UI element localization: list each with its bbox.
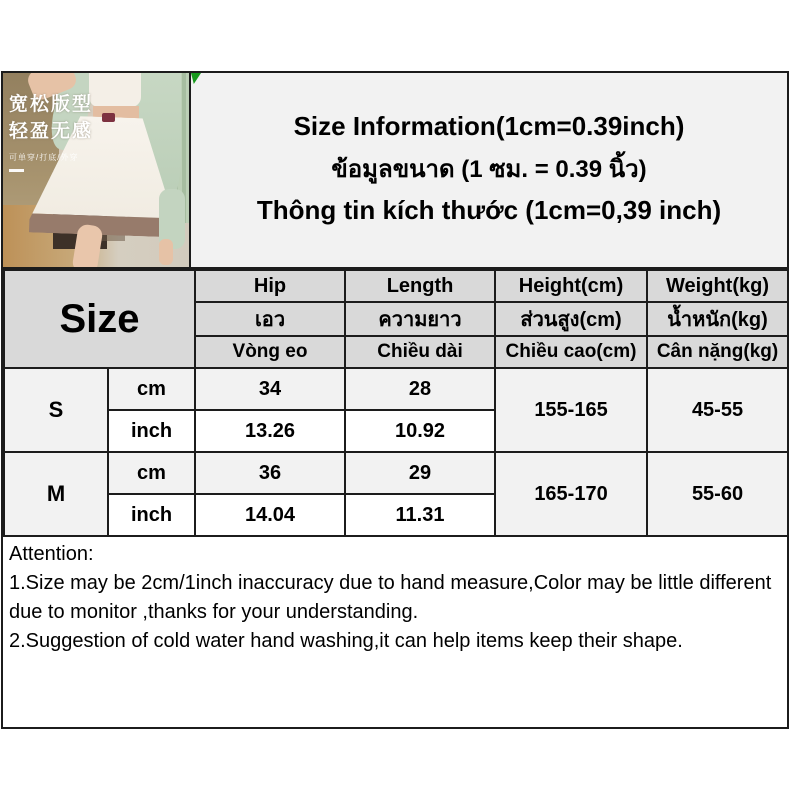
model-hand — [159, 239, 173, 265]
col-header-hip-vi: Vòng eo — [195, 336, 345, 368]
product-photo — [3, 73, 191, 267]
overlay-dash — [9, 169, 24, 172]
unit-inch-cell: inch — [108, 410, 195, 452]
s-length-inch: 10.92 — [345, 410, 495, 452]
col-header-length-vi: Chiều dài — [345, 336, 495, 368]
col-header-weight-th: น้ำหนัก(kg) — [647, 302, 788, 336]
green-corner-marker-icon — [191, 73, 201, 84]
attention-section — [3, 537, 787, 656]
s-length-cm: 28 — [345, 368, 495, 410]
col-header-hip: Hip — [195, 270, 345, 302]
size-info-frame — [1, 71, 789, 729]
overlay-slogan-2: 轻盈无感 — [9, 121, 94, 142]
m-length-inch: 11.31 — [345, 494, 495, 536]
unit-cm-cell: cm — [108, 368, 195, 410]
header-row-en — [4, 270, 788, 302]
col-header-height-th: ส่วนสูง(cm) — [495, 302, 647, 336]
row-m-cm — [4, 452, 788, 494]
m-hip-cm: 36 — [195, 452, 345, 494]
attention-note-2: 2.Suggestion of cold water hand washing,it can help items keep their shape. — [9, 630, 683, 652]
col-header-height: Height(cm) — [495, 270, 647, 302]
s-hip-inch: 13.26 — [195, 410, 345, 452]
model-crop-top — [89, 73, 141, 107]
title-block — [191, 73, 787, 267]
title-english: Size Information(1cm=0.39inch) — [293, 110, 685, 141]
overlay-slogan-1: 宽松版型 — [9, 94, 94, 115]
s-hip-cm: 34 — [195, 368, 345, 410]
s-weight: 45-55 — [647, 368, 788, 452]
unit-cm-cell-m: cm — [108, 452, 195, 494]
m-weight: 55-60 — [647, 452, 788, 536]
s-height: 155-165 — [495, 368, 647, 452]
size-header-cell: Size — [4, 270, 195, 368]
attention-heading: Attention: — [9, 543, 94, 565]
col-header-length: Length — [345, 270, 495, 302]
col-header-weight: Weight(kg) — [647, 270, 788, 302]
shorts-bow — [102, 113, 115, 122]
unit-inch-cell-m: inch — [108, 494, 195, 536]
photo-overlay-text — [9, 91, 93, 172]
col-header-weight-vi: Cân nặng(kg) — [647, 336, 788, 368]
title-thai: ข้อมูลขนาด (1 ซม. = 0.39 นิ้ว) — [331, 155, 647, 183]
col-header-hip-th: เอว — [195, 302, 345, 336]
m-hip-inch: 14.04 — [195, 494, 345, 536]
overlay-caption: 可单穿/打底/外穿 — [9, 153, 79, 162]
size-s-cell: S — [4, 368, 108, 452]
title-vietnamese: Thông tin kích thước (1cm=0,39 inch) — [256, 194, 722, 225]
top-band — [3, 73, 787, 269]
attention-note-1: 1.Size may be 2cm/1inch inaccuracy due to hand measure,Color may be little different due to monitor ,thanks for your understanding. — [9, 572, 772, 623]
col-header-length-th: ความยาว — [345, 302, 495, 336]
size-m-cell: M — [4, 452, 108, 536]
col-header-height-vi: Chiều cao(cm) — [495, 336, 647, 368]
m-height: 165-170 — [495, 452, 647, 536]
m-length-cm: 29 — [345, 452, 495, 494]
row-s-cm — [4, 368, 788, 410]
size-table — [3, 269, 789, 537]
